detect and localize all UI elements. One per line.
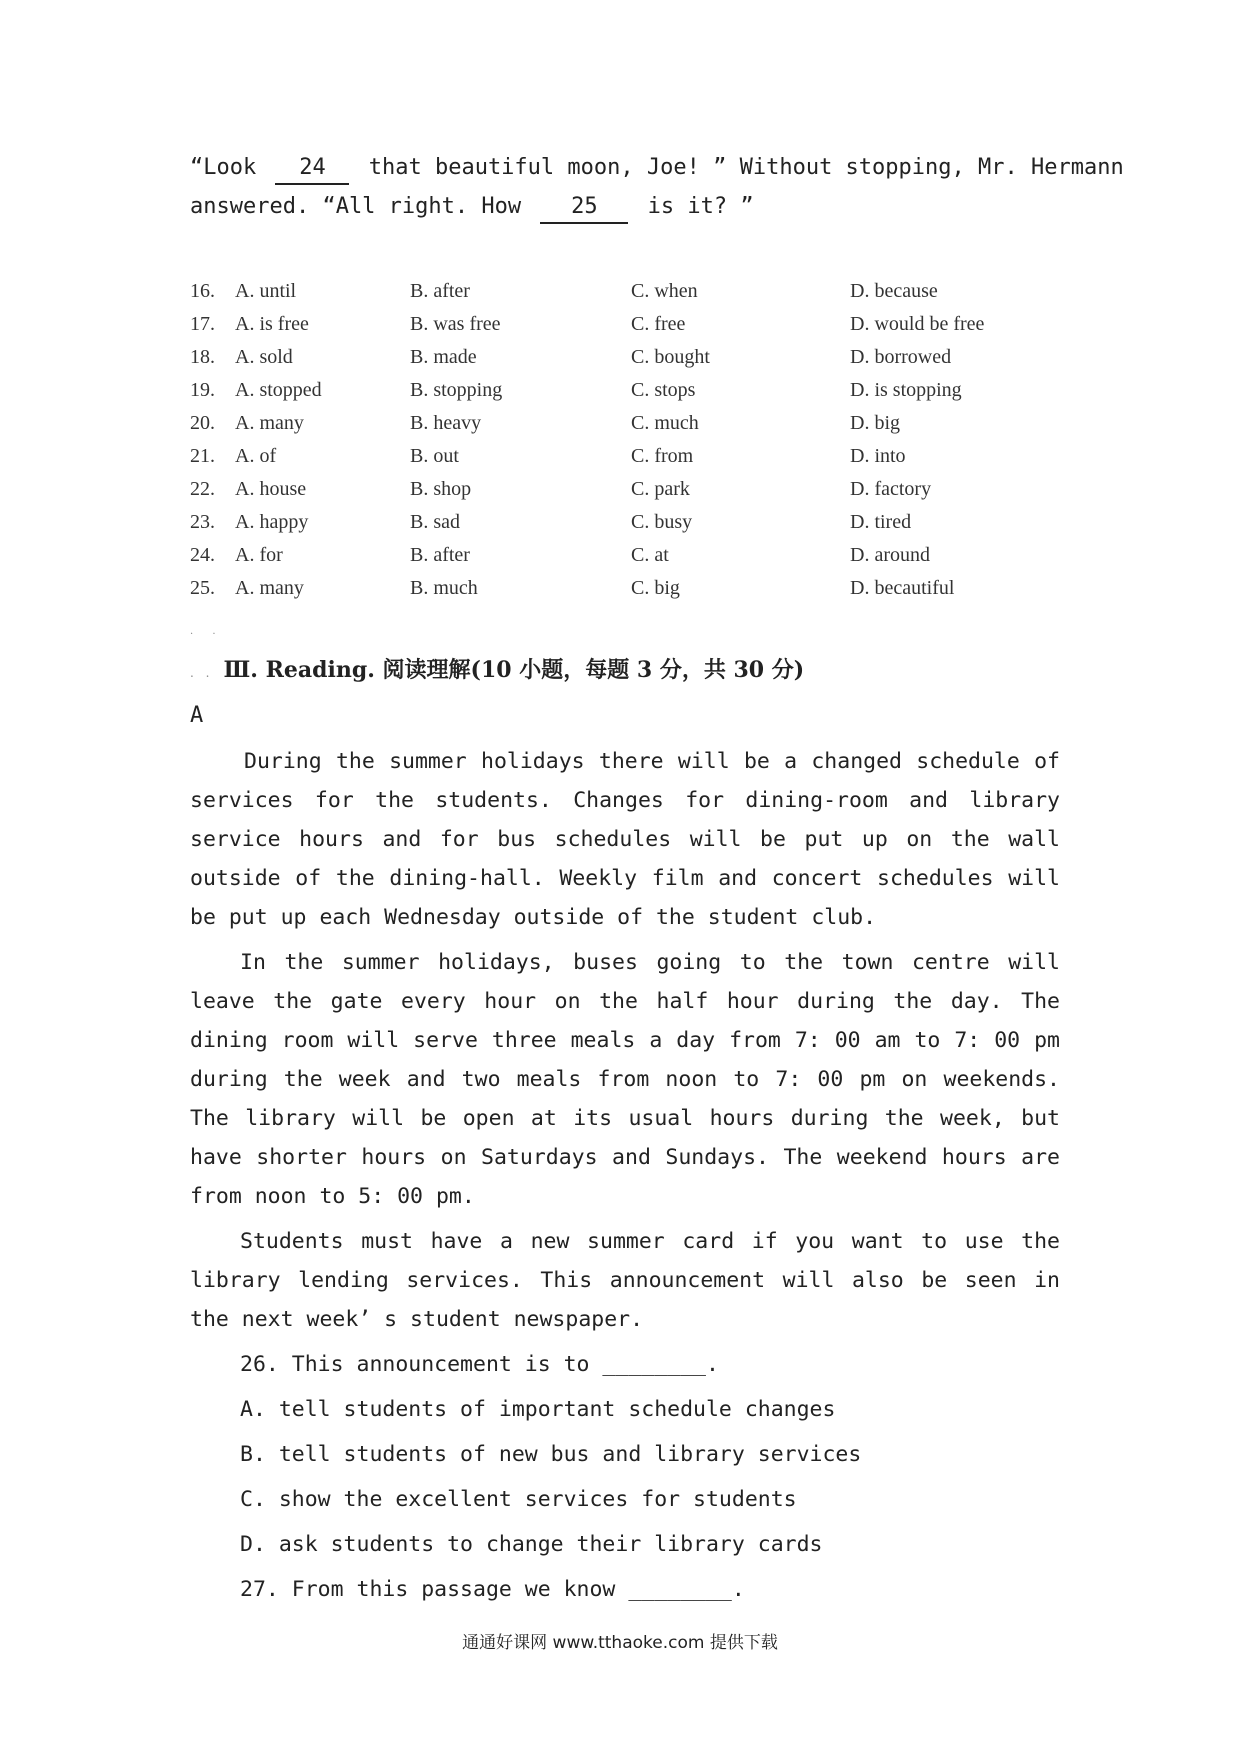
option-b: B. shop	[410, 478, 472, 500]
option-d: D. factory	[850, 478, 932, 500]
option-row	[190, 473, 1090, 506]
question-number: 25.	[190, 577, 215, 599]
option-row	[190, 308, 1090, 341]
option-row	[190, 407, 1090, 440]
option-d: D. borrowed	[850, 346, 952, 368]
option-a: A. for	[235, 544, 283, 566]
option-c: C. much	[631, 412, 699, 434]
q26-option-c: C. show the excellent services for students	[240, 1487, 797, 1512]
cloze-passage-tail	[190, 148, 1124, 226]
option-a: A. house	[235, 478, 307, 500]
passage-paragraph: Students must have a new summer card if you want to use the library lending services. This announcement will also be seen in the next week’ s student newspaper.	[190, 1229, 1060, 1332]
option-b: B. made	[410, 346, 477, 368]
question-number: 19.	[190, 379, 215, 401]
option-d: D. big	[850, 412, 900, 434]
cloze-text: that beautiful moon, Joe! ” Without stopping, Mr. Hermann	[368, 155, 1124, 180]
dot-separator: . .	[190, 626, 224, 637]
question-26: 26. This announcement is to ________.	[240, 1352, 719, 1377]
reading-passage	[190, 742, 1060, 1615]
cloze-line-1	[190, 148, 1124, 187]
option-row	[190, 539, 1090, 572]
option-b: B. was free	[410, 313, 501, 335]
cloze-text: answered. “All right. How	[190, 194, 522, 219]
option-c: C. busy	[631, 511, 693, 533]
q26-option-b: B. tell students of new bus and library services	[240, 1442, 862, 1467]
option-d: D. tired	[850, 511, 912, 533]
option-row	[190, 440, 1090, 473]
option-a: A. until	[235, 280, 297, 302]
cloze-text: is it? ”	[647, 194, 754, 219]
option-c: C. at	[631, 544, 669, 566]
option-b: B. out	[410, 445, 459, 467]
question-27: 27. From this passage we know ________.	[240, 1577, 745, 1602]
passage-label: A	[190, 703, 204, 728]
question-number: 21.	[190, 445, 215, 467]
option-a: A. sold	[235, 346, 293, 368]
option-b: B. after	[410, 544, 470, 566]
option-b: B. much	[410, 577, 478, 599]
question-number: 18.	[190, 346, 215, 368]
section-heading	[190, 653, 804, 684]
cloze-options-table	[190, 275, 1090, 605]
section-title: Ⅲ. Reading. 阅读理解(10 小题，每题 3 分，共 30 分)	[223, 657, 805, 683]
passage-paragraph: During the summer holidays there will be a changed schedule of services for the students. Changes for dining-room and library service hours and for bus schedules will be put up on the wall outside of the dining-hall. Weekly film and concert schedules will be put up each Wednesday outside of the student club.	[190, 749, 1060, 930]
option-row	[190, 572, 1090, 605]
option-b: B. stopping	[410, 379, 503, 401]
option-c: C. when	[631, 280, 698, 302]
blank-24: 24	[275, 153, 349, 185]
question-number: 16.	[190, 280, 215, 302]
option-c: C. stops	[631, 379, 696, 401]
option-c: C. park	[631, 478, 690, 500]
option-c: C. free	[631, 313, 686, 335]
option-row	[190, 341, 1090, 374]
option-row	[190, 374, 1090, 407]
option-a: A. happy	[235, 511, 309, 533]
option-b: B. sad	[410, 511, 460, 533]
blank-25: 25	[540, 192, 628, 224]
option-c: C. from	[631, 445, 694, 467]
question-number: 24.	[190, 544, 215, 566]
option-d: D. around	[850, 544, 930, 566]
option-d: D. into	[850, 445, 906, 467]
cloze-line-2	[190, 187, 1060, 226]
option-c: C. big	[631, 577, 680, 599]
question-number: 17.	[190, 313, 215, 335]
question-number: 23.	[190, 511, 215, 533]
option-a: A. many	[235, 577, 304, 599]
cloze-text: “Look	[190, 155, 257, 180]
option-d: D. becautiful	[850, 577, 955, 599]
option-b: B. heavy	[410, 412, 482, 434]
option-d: D. is stopping	[850, 379, 962, 401]
q26-option-d: D. ask students to change their library cards	[240, 1532, 823, 1557]
option-a: A. stopped	[235, 379, 322, 401]
option-a: A. of	[235, 445, 277, 467]
option-a: A. is free	[235, 313, 309, 335]
option-d: D. would be free	[850, 313, 985, 335]
option-row	[190, 506, 1090, 539]
question-number: 22.	[190, 478, 215, 500]
passage-paragraph: In the summer holidays, buses going to the town centre will leave the gate every hour on the half hour during the day. The dining room will serve three meals a day from 7: 00 am to 7: 00 pm during the week and two meals from noon to 7: 00 pm on weekends. The library will be open at its usual hours during the week, but have shorter hours on Saturdays and Sundays. The weekend hours are from noon to 5: 00 pm.	[190, 950, 1060, 1209]
option-row	[190, 275, 1090, 308]
leader-dots: . .	[190, 666, 214, 680]
q26-option-a: A. tell students of important schedule changes	[240, 1397, 836, 1422]
page-footer: 通通好课网 www.tthaoke.com 提供下载	[462, 1633, 778, 1653]
option-a: A. many	[235, 412, 304, 434]
option-b: B. after	[410, 280, 470, 302]
question-number: 20.	[190, 412, 215, 434]
option-c: C. bought	[631, 346, 710, 368]
option-d: D. because	[850, 280, 938, 302]
